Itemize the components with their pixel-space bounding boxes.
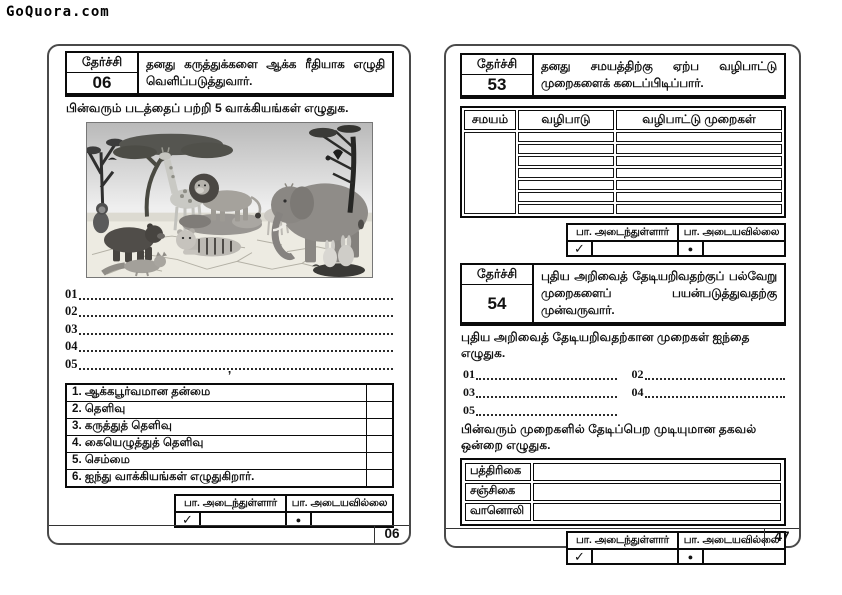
criteria-text: 4. கையெழுத்துத் தெளிவு [66, 435, 366, 452]
competency-description: தனது சமயத்திற்கு ஏற்ப வழிபாட்டு முறைகளைக் கடைப்பிடிப்பார். [541, 59, 777, 91]
competency-54-id-cell [462, 265, 534, 322]
check-mark-icon: ✓ [175, 512, 200, 527]
criteria-checkbox [366, 418, 393, 435]
criteria-row [66, 452, 393, 469]
write-blank [79, 315, 394, 317]
dot-mark-icon: ● [678, 241, 703, 256]
criteria-row [66, 401, 393, 418]
right-page-footer [446, 528, 799, 546]
right-page [444, 44, 801, 565]
method-item [632, 364, 787, 382]
answer-lines [65, 284, 394, 372]
competency-description: தனது கருத்துக்களை ஆக்க ரீதியாக எழுதி வெளிப்படுத்துவார். [146, 57, 385, 89]
not-achieved-blank-cell [703, 549, 785, 564]
sources-table [460, 458, 786, 526]
competency-label: தேர்ச்சி [67, 53, 137, 73]
competency-label: தேர்ச்சி [462, 55, 532, 75]
criteria-text: 3. கருத்துத் தெளிவு [66, 418, 366, 435]
blank-cell [616, 156, 782, 166]
criteria-text: 1. ஆக்கபூர்வமான தன்மை [66, 384, 366, 402]
blank-cell [533, 463, 781, 481]
write-blank [79, 333, 394, 335]
method-item [463, 364, 618, 382]
answer-line [65, 302, 394, 320]
competency-label: தேர்ச்சி [462, 265, 532, 285]
achieved-header: பா. அடைந்துள்ளார் [567, 224, 678, 241]
criteria-checkbox [366, 452, 393, 469]
blank-cell [616, 180, 782, 190]
blank-cell [533, 503, 781, 521]
write-blank [645, 378, 786, 380]
source-label-magazine: சஞ்சிகை [465, 483, 531, 501]
blank-cell [518, 144, 614, 154]
line-number: 05 [65, 356, 78, 371]
source-label-radio: வானொலி [465, 503, 531, 521]
criteria-checkbox [366, 435, 393, 452]
blank-cell [518, 132, 614, 142]
competency-box-54 [460, 263, 786, 324]
blank-cell [518, 204, 614, 214]
achieved-header: பா. அடைந்துள்ளார் [567, 532, 678, 549]
criteria-text: 6. ஐந்து வாக்கியங்கள் எழுதுகிறார். [66, 469, 366, 487]
write-blank [476, 414, 617, 416]
not-achieved-header: பா. அடையவில்லை [678, 224, 785, 241]
criteria-row [66, 435, 393, 452]
blank-cell [616, 204, 782, 214]
item-number: 05 [463, 403, 475, 418]
write-blank [79, 368, 394, 370]
answer-line [65, 337, 394, 355]
criteria-table [65, 383, 394, 488]
check-mark-icon: ✓ [567, 241, 592, 256]
achieved-header: பா. அடைந்துள்ளார் [175, 495, 286, 512]
method-item-empty [632, 400, 787, 418]
worship-row [464, 132, 782, 142]
dot-mark-icon: ● [678, 549, 703, 564]
worship-table [460, 106, 786, 218]
answer-line [65, 284, 394, 302]
competency-description: புதிய அறிவைத் தேடியறிவதற்குப் பல்வேறு முறைகளைப் பயன்படுத்துவதற்கு முன்வருவார். [541, 269, 777, 318]
perched-bird [358, 220, 364, 230]
page-number: 06 [374, 526, 409, 543]
worship-header-row [464, 110, 782, 130]
blank-cell [533, 483, 781, 501]
blank-cell [518, 180, 614, 190]
line-number: 03 [65, 321, 78, 336]
answer-line [65, 319, 394, 337]
criteria-checkbox [366, 384, 393, 402]
blank-cell [518, 156, 614, 166]
drought-animals-image [86, 122, 373, 278]
not-achieved-blank-cell [703, 241, 785, 256]
method-item [632, 382, 787, 400]
left-page [47, 44, 411, 545]
source-row [465, 463, 781, 481]
criteria-checkbox [366, 469, 393, 487]
achieved-blank-cell [592, 549, 678, 564]
competency-number: 53 [487, 75, 507, 95]
write-blank [645, 396, 786, 398]
left-page-footer [49, 525, 409, 543]
blank-cell [518, 192, 614, 202]
method-items [463, 364, 786, 418]
achievement-table [174, 494, 394, 528]
item-number: 04 [631, 385, 644, 400]
bird-icon [326, 156, 331, 161]
line-number: 01 [65, 286, 78, 301]
method-item [463, 382, 618, 400]
blank-cell [616, 168, 782, 178]
item-number: 01 [463, 367, 475, 382]
page-number: 47 [764, 529, 799, 546]
item-number: 02 [631, 367, 644, 382]
col-header-worship-methods: வழிபாட்டு முறைகள் [616, 110, 782, 130]
competency-53-id-cell [462, 55, 534, 95]
blank-cell [616, 132, 782, 142]
religion-blank-cell [464, 132, 516, 214]
achieved-blank-cell [592, 241, 678, 256]
competency-number: 54 [487, 293, 507, 313]
achievement-table [566, 223, 786, 257]
sources-instruction: பின்வரும் முறைகளில் தேடிப்பெற முடியுமான தகவல் ஒன்றை எழுதுக. [461, 422, 757, 453]
source-label-newspaper: பத்திரிகை [465, 463, 531, 481]
item-number: 03 [463, 385, 475, 400]
col-header-worship: வழிபாடு [518, 110, 614, 130]
method-item [463, 400, 618, 418]
criteria-row [66, 418, 393, 435]
line-number: 04 [65, 339, 78, 354]
blank-cell [518, 168, 614, 178]
picture-instruction: பின்வரும் படத்தைப் பற்றி 5 வாக்கியங்கள் எழுதுக. [66, 101, 349, 116]
competency-number: 06 [92, 73, 112, 93]
write-blank [476, 396, 617, 398]
criteria-checkbox [366, 401, 393, 418]
watermark-text: GoQuora.com [6, 4, 110, 20]
source-row [465, 503, 781, 521]
blank-cell [616, 144, 782, 154]
criteria-row [66, 469, 393, 487]
source-row [465, 483, 781, 501]
criteria-row [66, 384, 393, 402]
criteria-text: 5. செம்மை [66, 452, 366, 469]
check-mark-icon: ✓ [567, 549, 592, 564]
blank-cell [616, 192, 782, 202]
col-header-religion: சமயம் [464, 110, 516, 130]
write-blank [476, 378, 617, 380]
not-achieved-header: பா. அடையவில்லை [678, 532, 785, 549]
methods-instruction: புதிய அறிவைத் தேடியறிவதற்கான முறைகள் ஐந்தை எழுதுக. [461, 330, 750, 361]
line-number: 02 [65, 304, 78, 319]
write-blank [79, 350, 394, 352]
competency-box-06 [65, 51, 394, 95]
write-blank [79, 298, 394, 300]
competency-box-53 [460, 53, 786, 97]
dot-mark-icon: ● [286, 512, 311, 527]
criteria-text: 2. தெளிவு [66, 401, 366, 418]
competency-06-id-cell [67, 53, 139, 93]
separator-mark: ’ [227, 367, 232, 383]
not-achieved-header: பா. அடையவில்லை [286, 495, 393, 512]
